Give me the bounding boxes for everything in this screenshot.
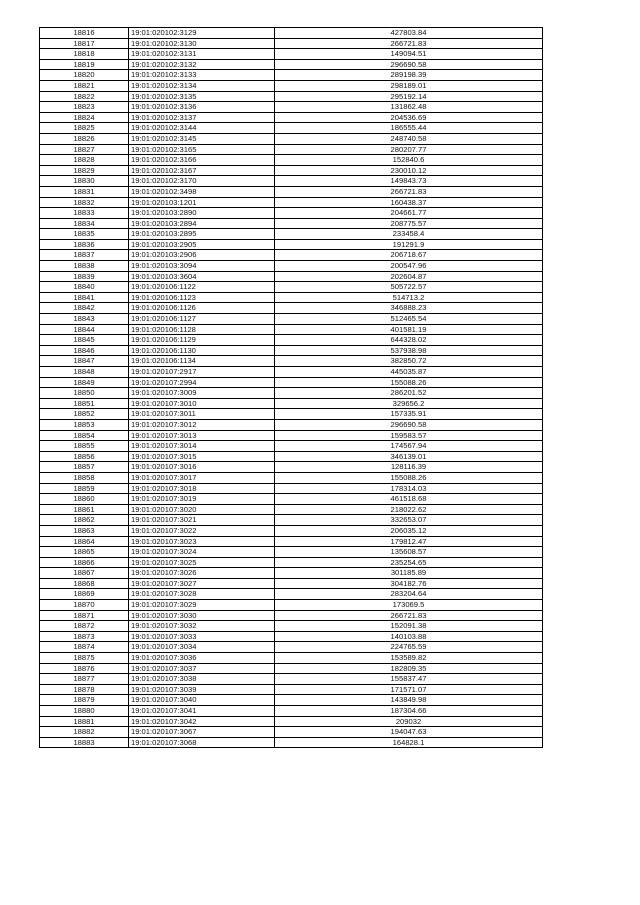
- row-number-cell: 18880: [40, 706, 129, 717]
- cadastral-value-cell: 218022.62: [275, 504, 543, 515]
- cadastral-value-cell: 224765.59: [275, 642, 543, 653]
- cadastral-number-cell: 19:01:020107:3014: [129, 441, 275, 452]
- cadastral-number-cell: 19:01:020103:3094: [129, 261, 275, 272]
- cadastral-number-cell: 19:01:020106:1129: [129, 335, 275, 346]
- cadastral-value-cell: 140103.88: [275, 631, 543, 642]
- cadastral-number-cell: 19:01:020107:3010: [129, 398, 275, 409]
- row-number-cell: 18828: [40, 155, 129, 166]
- row-number-cell: 18816: [40, 28, 129, 39]
- cadastral-number-cell: 19:01:020107:3020: [129, 504, 275, 515]
- cadastral-value-cell: 179812.47: [275, 536, 543, 547]
- cadastral-value-cell: 155837.47: [275, 674, 543, 685]
- table-row: [40, 716, 543, 727]
- cadastral-number-cell: 19:01:020107:3030: [129, 610, 275, 621]
- table-row: [40, 621, 543, 632]
- cadastral-number-cell: 19:01:020106:1123: [129, 292, 275, 303]
- table-row: [40, 631, 543, 642]
- cadastral-number-cell: 19:01:020107:3012: [129, 419, 275, 430]
- cadastral-value-cell: 286201.52: [275, 388, 543, 399]
- cadastral-number-cell: 19:01:020102:3130: [129, 38, 275, 49]
- cadastral-value-cell: 143849.98: [275, 695, 543, 706]
- cadastral-value-cell: 304182.76: [275, 578, 543, 589]
- cadastral-value-cell: 644328.02: [275, 335, 543, 346]
- row-number-cell: 18831: [40, 186, 129, 197]
- table-row: [40, 483, 543, 494]
- cadastral-value-cell: 266721.83: [275, 610, 543, 621]
- row-number-cell: 18837: [40, 250, 129, 261]
- row-number-cell: 18844: [40, 324, 129, 335]
- table-row: [40, 653, 543, 664]
- table-row: [40, 144, 543, 155]
- row-number-cell: 18875: [40, 653, 129, 664]
- cadastral-value-cell: 131862.48: [275, 102, 543, 113]
- row-number-cell: 18852: [40, 409, 129, 420]
- row-number-cell: 18876: [40, 663, 129, 674]
- row-number-cell: 18860: [40, 494, 129, 505]
- table-row: [40, 568, 543, 579]
- cadastral-number-cell: 19:01:020102:3137: [129, 112, 275, 123]
- cadastral-number-cell: 19:01:020103:1201: [129, 197, 275, 208]
- cadastral-value-cell: 171571.07: [275, 684, 543, 695]
- row-number-cell: 18827: [40, 144, 129, 155]
- row-number-cell: 18864: [40, 536, 129, 547]
- cadastral-number-cell: 19:01:020107:3034: [129, 642, 275, 653]
- row-number-cell: 18881: [40, 716, 129, 727]
- row-number-cell: 18824: [40, 112, 129, 123]
- row-number-cell: 18829: [40, 165, 129, 176]
- table-row: [40, 38, 543, 49]
- cadastral-number-cell: 19:01:020102:3129: [129, 28, 275, 39]
- row-number-cell: 18870: [40, 600, 129, 611]
- cadastral-value-cell: 295192.14: [275, 91, 543, 102]
- table-row: [40, 186, 543, 197]
- cadastral-value-cell: 149094.51: [275, 49, 543, 60]
- cadastral-number-cell: 19:01:020107:3028: [129, 589, 275, 600]
- cadastral-number-cell: 19:01:020107:3013: [129, 430, 275, 441]
- row-number-cell: 18861: [40, 504, 129, 515]
- row-number-cell: 18857: [40, 462, 129, 473]
- cadastral-value-cell: 173069.5: [275, 600, 543, 611]
- table-row: [40, 239, 543, 250]
- table-row: [40, 292, 543, 303]
- table-row: [40, 282, 543, 293]
- table-row: [40, 494, 543, 505]
- cadastral-number-cell: 19:01:020107:3033: [129, 631, 275, 642]
- cadastral-value-cell: 128116.39: [275, 462, 543, 473]
- cadastral-value-cell: 152840.6: [275, 155, 543, 166]
- cadastral-value-cell: 248740.58: [275, 133, 543, 144]
- cadastral-number-cell: 19:01:020102:3136: [129, 102, 275, 113]
- table-row: [40, 409, 543, 420]
- row-number-cell: 18842: [40, 303, 129, 314]
- cadastral-number-cell: 19:01:020107:3026: [129, 568, 275, 579]
- table-row: [40, 208, 543, 219]
- table-row: [40, 303, 543, 314]
- table-row: [40, 557, 543, 568]
- cadastral-value-cell: 208775.57: [275, 218, 543, 229]
- cadastral-value-cell: 512465.54: [275, 314, 543, 325]
- cadastral-value-cell: 445035.87: [275, 367, 543, 378]
- table-row: [40, 377, 543, 388]
- cadastral-value-cell: 182809.35: [275, 663, 543, 674]
- table-row: [40, 547, 543, 558]
- table-row: [40, 589, 543, 600]
- row-number-cell: 18871: [40, 610, 129, 621]
- cadastral-number-cell: 19:01:020107:3015: [129, 451, 275, 462]
- row-number-cell: 18859: [40, 483, 129, 494]
- table-row: [40, 525, 543, 536]
- cadastral-number-cell: 19:01:020107:3009: [129, 388, 275, 399]
- cadastral-value-cell: 187304.66: [275, 706, 543, 717]
- row-number-cell: 18846: [40, 345, 129, 356]
- table-row: [40, 197, 543, 208]
- table-row: [40, 472, 543, 483]
- cadastral-value-cell: 202604.87: [275, 271, 543, 282]
- row-number-cell: 18866: [40, 557, 129, 568]
- cadastral-value-cell: 505722.57: [275, 282, 543, 293]
- table-row: [40, 504, 543, 515]
- cadastral-number-cell: 19:01:020106:1126: [129, 303, 275, 314]
- table-row: [40, 536, 543, 547]
- cadastral-value-cell: 346888.23: [275, 303, 543, 314]
- table-row: [40, 706, 543, 717]
- row-number-cell: 18853: [40, 419, 129, 430]
- cadastral-value-table: [39, 27, 543, 748]
- cadastral-value-cell: 153589.82: [275, 653, 543, 664]
- cadastral-value-cell: 155088.26: [275, 472, 543, 483]
- cadastral-number-cell: 19:01:020103:2905: [129, 239, 275, 250]
- table-row: [40, 462, 543, 473]
- table-row: [40, 610, 543, 621]
- row-number-cell: 18851: [40, 398, 129, 409]
- cadastral-value-cell: 209032: [275, 716, 543, 727]
- cadastral-value-cell: 157335.91: [275, 409, 543, 420]
- table-row: [40, 419, 543, 430]
- row-number-cell: 18854: [40, 430, 129, 441]
- table-row: [40, 515, 543, 526]
- table-row: [40, 324, 543, 335]
- row-number-cell: 18830: [40, 176, 129, 187]
- table-row: [40, 165, 543, 176]
- row-number-cell: 18867: [40, 568, 129, 579]
- row-number-cell: 18840: [40, 282, 129, 293]
- cadastral-value-cell: 427803.84: [275, 28, 543, 39]
- cadastral-value-cell: 382850.72: [275, 356, 543, 367]
- row-number-cell: 18848: [40, 367, 129, 378]
- cadastral-value-cell: 178314.03: [275, 483, 543, 494]
- cadastral-number-cell: 19:01:020106:1122: [129, 282, 275, 293]
- cadastral-number-cell: 19:01:020103:2906: [129, 250, 275, 261]
- table-row: [40, 356, 543, 367]
- cadastral-value-cell: 346139.01: [275, 451, 543, 462]
- cadastral-number-cell: 19:01:020106:1128: [129, 324, 275, 335]
- cadastral-number-cell: 19:01:020107:3042: [129, 716, 275, 727]
- table-row: [40, 642, 543, 653]
- cadastral-number-cell: 19:01:020107:3016: [129, 462, 275, 473]
- row-number-cell: 18817: [40, 38, 129, 49]
- table-row: [40, 367, 543, 378]
- row-number-cell: 18843: [40, 314, 129, 325]
- table-row: [40, 28, 543, 39]
- row-number-cell: 18823: [40, 102, 129, 113]
- table-row: [40, 737, 543, 748]
- cadastral-number-cell: 19:01:020107:3017: [129, 472, 275, 483]
- row-number-cell: 18847: [40, 356, 129, 367]
- cadastral-number-cell: 19:01:020103:3604: [129, 271, 275, 282]
- table-row: [40, 229, 543, 240]
- cadastral-number-cell: 19:01:020106:1134: [129, 356, 275, 367]
- row-number-cell: 18836: [40, 239, 129, 250]
- cadastral-value-cell: 329656.2: [275, 398, 543, 409]
- table-row: [40, 123, 543, 134]
- row-number-cell: 18869: [40, 589, 129, 600]
- table-row: [40, 133, 543, 144]
- cadastral-value-cell: 296690.58: [275, 419, 543, 430]
- table-row: [40, 49, 543, 60]
- cadastral-value-cell: 152091.38: [275, 621, 543, 632]
- cadastral-value-cell: 280207.77: [275, 144, 543, 155]
- cadastral-number-cell: 19:01:020106:1127: [129, 314, 275, 325]
- row-number-cell: 18863: [40, 525, 129, 536]
- table-row: [40, 388, 543, 399]
- row-number-cell: 18855: [40, 441, 129, 452]
- cadastral-number-cell: 19:01:020107:3039: [129, 684, 275, 695]
- cadastral-number-cell: 19:01:020107:3018: [129, 483, 275, 494]
- cadastral-number-cell: 19:01:020103:2895: [129, 229, 275, 240]
- row-number-cell: 18818: [40, 49, 129, 60]
- cadastral-value-cell: 266721.83: [275, 186, 543, 197]
- table-row: [40, 218, 543, 229]
- cadastral-number-cell: 19:01:020107:3023: [129, 536, 275, 547]
- cadastral-number-cell: 19:01:020102:3167: [129, 165, 275, 176]
- cadastral-value-cell: 266721.83: [275, 38, 543, 49]
- cadastral-number-cell: 19:01:020102:3131: [129, 49, 275, 60]
- row-number-cell: 18819: [40, 59, 129, 70]
- cadastral-number-cell: 19:01:020107:3029: [129, 600, 275, 611]
- cadastral-number-cell: 19:01:020107:3027: [129, 578, 275, 589]
- table-row: [40, 451, 543, 462]
- cadastral-value-cell: 514713.2: [275, 292, 543, 303]
- table-row: [40, 727, 543, 738]
- cadastral-value-cell: 332653.07: [275, 515, 543, 526]
- row-number-cell: 18882: [40, 727, 129, 738]
- cadastral-number-cell: 19:01:020107:3038: [129, 674, 275, 685]
- row-number-cell: 18826: [40, 133, 129, 144]
- row-number-cell: 18821: [40, 80, 129, 91]
- cadastral-number-cell: 19:01:020107:3025: [129, 557, 275, 568]
- cadastral-value-cell: 135608.57: [275, 547, 543, 558]
- cadastral-value-cell: 283204.64: [275, 589, 543, 600]
- cadastral-number-cell: 19:01:020107:3041: [129, 706, 275, 717]
- row-number-cell: 18849: [40, 377, 129, 388]
- table-row: [40, 578, 543, 589]
- row-number-cell: 18835: [40, 229, 129, 240]
- cadastral-value-cell: 206035.12: [275, 525, 543, 536]
- row-number-cell: 18865: [40, 547, 129, 558]
- cadastral-number-cell: 19:01:020107:3037: [129, 663, 275, 674]
- cadastral-value-cell: 200547.96: [275, 261, 543, 272]
- cadastral-number-cell: 19:01:020107:3036: [129, 653, 275, 664]
- table-row: [40, 684, 543, 695]
- row-number-cell: 18874: [40, 642, 129, 653]
- table-row: [40, 59, 543, 70]
- row-number-cell: 18879: [40, 695, 129, 706]
- cadastral-number-cell: 19:01:020107:3022: [129, 525, 275, 536]
- cadastral-number-cell: 19:01:020102:3165: [129, 144, 275, 155]
- cadastral-value-cell: 186555.44: [275, 123, 543, 134]
- cadastral-number-cell: 19:01:020102:3132: [129, 59, 275, 70]
- table-row: [40, 663, 543, 674]
- cadastral-number-cell: 19:01:020102:3134: [129, 80, 275, 91]
- cadastral-number-cell: 19:01:020103:2894: [129, 218, 275, 229]
- cadastral-value-cell: 155088.26: [275, 377, 543, 388]
- row-number-cell: 18878: [40, 684, 129, 695]
- cadastral-value-cell: 159583.57: [275, 430, 543, 441]
- cadastral-number-cell: 19:01:020107:3067: [129, 727, 275, 738]
- cadastral-value-cell: 160438.37: [275, 197, 543, 208]
- cadastral-number-cell: 19:01:020107:3068: [129, 737, 275, 748]
- cadastral-number-cell: 19:01:020107:3021: [129, 515, 275, 526]
- row-number-cell: 18825: [40, 123, 129, 134]
- table-row: [40, 250, 543, 261]
- table-body: [40, 28, 543, 748]
- table-row: [40, 600, 543, 611]
- row-number-cell: 18862: [40, 515, 129, 526]
- cadastral-value-cell: 204661.77: [275, 208, 543, 219]
- cadastral-number-cell: 19:01:020102:3170: [129, 176, 275, 187]
- cadastral-value-cell: 191291.9: [275, 239, 543, 250]
- cadastral-value-cell: 401581.19: [275, 324, 543, 335]
- table-row: [40, 335, 543, 346]
- table-row: [40, 155, 543, 166]
- cadastral-number-cell: 19:01:020107:2917: [129, 367, 275, 378]
- row-number-cell: 18877: [40, 674, 129, 685]
- cadastral-number-cell: 19:01:020102:3498: [129, 186, 275, 197]
- table-row: [40, 430, 543, 441]
- row-number-cell: 18834: [40, 218, 129, 229]
- cadastral-value-cell: 149843.73: [275, 176, 543, 187]
- row-number-cell: 18832: [40, 197, 129, 208]
- cadastral-value-cell: 289198.39: [275, 70, 543, 81]
- cadastral-value-cell: 206718.67: [275, 250, 543, 261]
- table-row: [40, 261, 543, 272]
- cadastral-value-cell: 298189.01: [275, 80, 543, 91]
- cadastral-value-cell: 296690.58: [275, 59, 543, 70]
- cadastral-value-cell: 233458.4: [275, 229, 543, 240]
- cadastral-value-cell: 301185.89: [275, 568, 543, 579]
- cadastral-number-cell: 19:01:020107:2994: [129, 377, 275, 388]
- table-row: [40, 695, 543, 706]
- cadastral-number-cell: 19:01:020107:3024: [129, 547, 275, 558]
- cadastral-value-cell: 194047.63: [275, 727, 543, 738]
- cadastral-value-cell: 174567.94: [275, 441, 543, 452]
- cadastral-value-cell: 537938.98: [275, 345, 543, 356]
- cadastral-number-cell: 19:01:020102:3135: [129, 91, 275, 102]
- cadastral-number-cell: 19:01:020107:3011: [129, 409, 275, 420]
- cadastral-number-cell: 19:01:020103:2890: [129, 208, 275, 219]
- row-number-cell: 18868: [40, 578, 129, 589]
- row-number-cell: 18858: [40, 472, 129, 483]
- table-row: [40, 176, 543, 187]
- table-row: [40, 70, 543, 81]
- cadastral-value-cell: 461518.68: [275, 494, 543, 505]
- cadastral-number-cell: 19:01:020102:3145: [129, 133, 275, 144]
- cadastral-number-cell: 19:01:020107:3040: [129, 695, 275, 706]
- row-number-cell: 18845: [40, 335, 129, 346]
- row-number-cell: 18838: [40, 261, 129, 272]
- row-number-cell: 18841: [40, 292, 129, 303]
- table-row: [40, 398, 543, 409]
- cadastral-value-cell: 164828.1: [275, 737, 543, 748]
- row-number-cell: 18850: [40, 388, 129, 399]
- cadastral-value-cell: 230010.12: [275, 165, 543, 176]
- table-row: [40, 271, 543, 282]
- table-row: [40, 314, 543, 325]
- cadastral-number-cell: 19:01:020106:1130: [129, 345, 275, 356]
- cadastral-number-cell: 19:01:020102:3166: [129, 155, 275, 166]
- row-number-cell: 18883: [40, 737, 129, 748]
- table-row: [40, 345, 543, 356]
- row-number-cell: 18822: [40, 91, 129, 102]
- table-row: [40, 112, 543, 123]
- row-number-cell: 18873: [40, 631, 129, 642]
- table-row: [40, 91, 543, 102]
- table-row: [40, 674, 543, 685]
- row-number-cell: 18820: [40, 70, 129, 81]
- row-number-cell: 18839: [40, 271, 129, 282]
- cadastral-number-cell: 19:01:020102:3133: [129, 70, 275, 81]
- cadastral-number-cell: 19:01:020107:3019: [129, 494, 275, 505]
- row-number-cell: 18856: [40, 451, 129, 462]
- cadastral-value-cell: 235254.65: [275, 557, 543, 568]
- table-row: [40, 80, 543, 91]
- row-number-cell: 18872: [40, 621, 129, 632]
- table-row: [40, 102, 543, 113]
- cadastral-number-cell: 19:01:020107:3032: [129, 621, 275, 632]
- cadastral-value-cell: 204536.69: [275, 112, 543, 123]
- row-number-cell: 18833: [40, 208, 129, 219]
- table-row: [40, 441, 543, 452]
- cadastral-number-cell: 19:01:020102:3144: [129, 123, 275, 134]
